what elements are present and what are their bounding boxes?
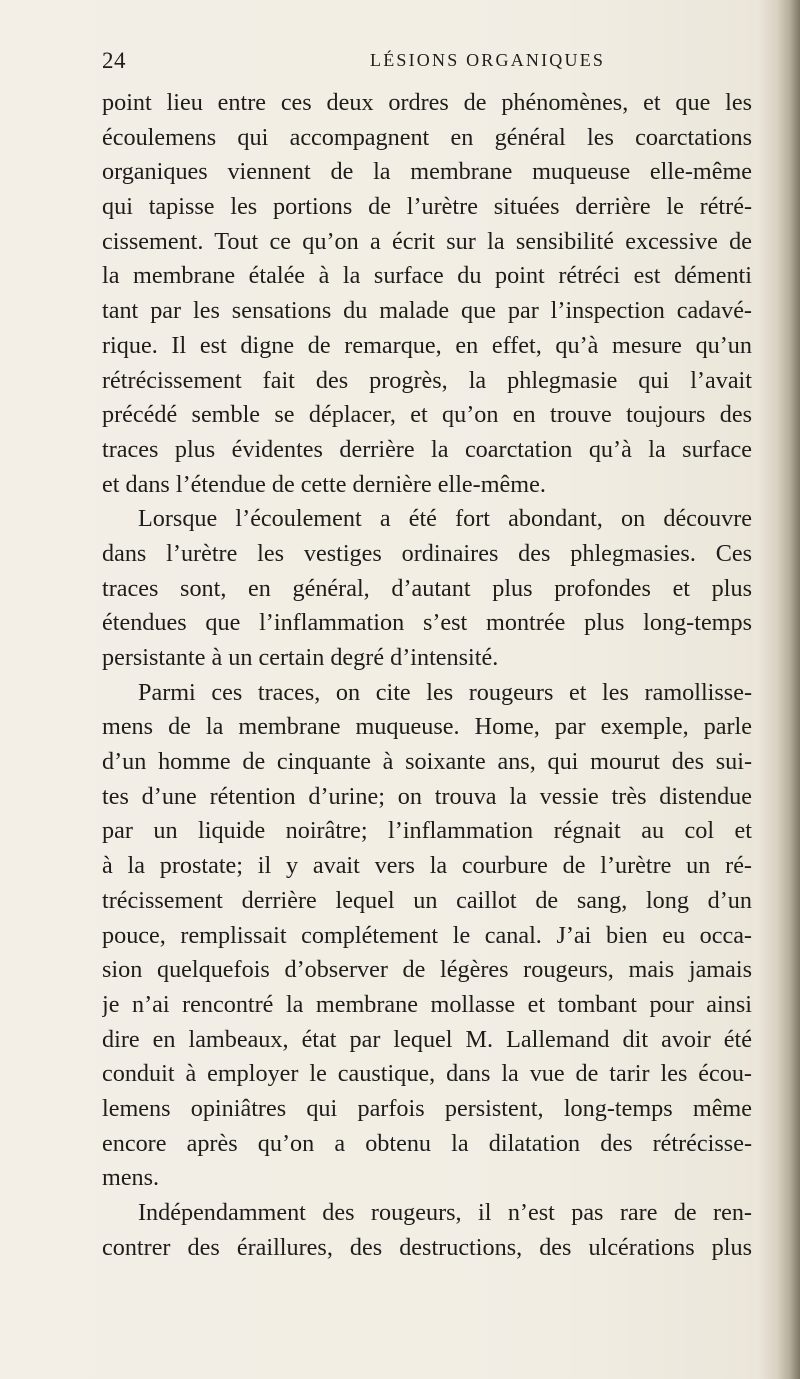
text-line: à la prostate; il y avait vers la courbure de l’urètre un ré- <box>102 852 752 880</box>
body-text <box>102 86 752 1265</box>
text-line: mens de la membrane muqueuse. Home, par exemple, parle <box>102 713 752 741</box>
text-line: traces plus évidentes derrière la coarctation qu’à la surface <box>102 435 752 463</box>
text-line: je n’ai rencontré la membrane mollasse et tombant pour ainsi <box>102 990 752 1018</box>
text-line: par un liquide noirâtre; l’inflammation régnait au col et <box>102 817 752 845</box>
text-line: rique. Il est digne de remarque, en effet, qu’à mesure qu’un <box>102 331 752 359</box>
text-line: contrer des éraillures, des destructions, des ulcérations plus <box>102 1233 752 1261</box>
text-line: étendues que l’inflammation s’est montrée plus long-temps <box>102 609 752 637</box>
text-line: trécissement derrière lequel un caillot de sang, long d’un <box>102 886 752 914</box>
text-line: organiques viennent de la membrane muqueuse elle-même <box>102 158 752 186</box>
text-line: point lieu entre ces deux ordres de phénomènes, et que les <box>102 89 752 116</box>
text-line: dire en lambeaux, état par lequel M. Lallemand dit avoir été <box>102 1025 752 1053</box>
text-line: Parmi ces traces, on cite les rougeurs et les ramollisse- <box>138 678 752 706</box>
text-line: Lorsque l’écoulement a été fort abondant, on découvre <box>138 505 752 533</box>
text-line: sion quelquefois d’observer de légères rougeurs, mais jamais <box>102 956 752 984</box>
text-line: traces sont, en général, d’autant plus profondes et plus <box>102 574 752 602</box>
text-line: qui tapisse les portions de l’urètre situées derrière le rétré- <box>102 193 752 221</box>
page-header <box>102 48 752 78</box>
text-line: précédé semble se déplacer, et qu’on en trouve toujours des <box>102 401 752 429</box>
text-line: dans l’urètre les vestiges ordinaires des phlegmasies. Ces <box>102 539 752 567</box>
text-line: persistante à un certain degré d’intensité. <box>102 644 499 671</box>
text-line: rétrécissement fait des progrès, la phlegmasie qui l’avait <box>102 366 752 394</box>
text-line: cissement. Tout ce qu’on a écrit sur la sensibilité excessive de <box>102 227 752 255</box>
text-line: lemens opiniâtres qui parfois persistent, long-temps même <box>102 1094 752 1122</box>
text-line: tant par les sensations du malade que par l’inspection cadavé- <box>102 297 752 325</box>
text-line: mens. <box>102 1164 160 1192</box>
page-edge-shadow <box>758 0 800 1379</box>
running-head: LÉSIONS ORGANIQUES <box>370 50 606 70</box>
text-line: Indépendamment des rougeurs, il n’est pas rare de ren- <box>138 1199 752 1226</box>
text-line: encore après qu’on a obtenu la dilatation des rétrécisse- <box>102 1129 752 1157</box>
text-line: conduit à employer le caustique, dans la vue de tarir les écou- <box>102 1060 752 1088</box>
text-line: la membrane étalée à la surface du point rétréci est démenti <box>102 262 752 290</box>
text-line: pouce, remplissait complétement le canal. J’ai bien eu occa- <box>102 921 752 949</box>
text-line: écoulemens qui accompagnent en général les coarctations <box>102 123 752 151</box>
page-number: 24 <box>102 48 126 73</box>
text-line: et dans l’étendue de cette dernière elle-même. <box>102 470 546 498</box>
text-line: d’un homme de cinquante à soixante ans, qui mourut des sui- <box>102 748 752 776</box>
text-line: tes d’une rétention d’urine; on trouva la vessie très distendue <box>102 782 752 810</box>
